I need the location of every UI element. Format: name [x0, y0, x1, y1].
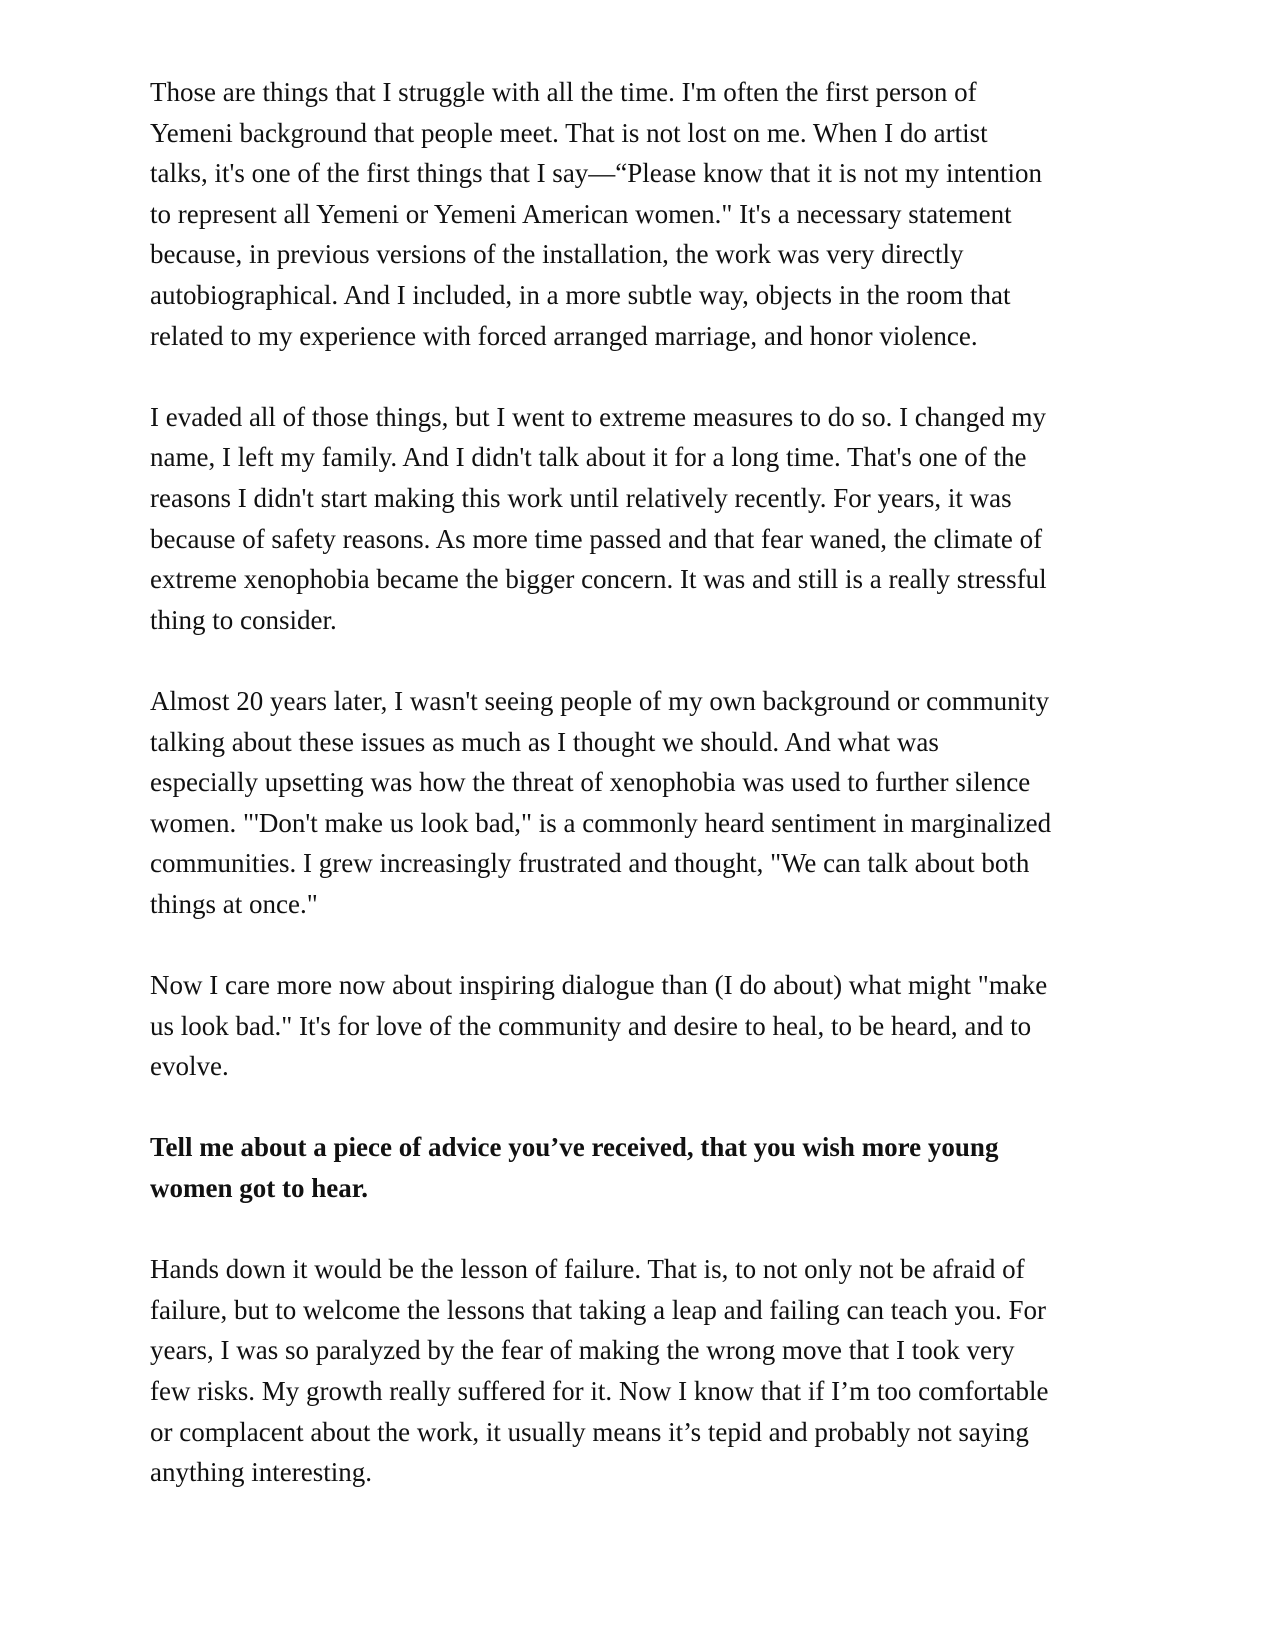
text-line: Now I care more now about inspiring dialogue than (I do about) what might "make [150, 970, 1048, 1001]
document-page [150, 72, 1125, 1533]
text-line: talking about these issues as much as I thought we should. And what was [150, 726, 939, 757]
interview-question [150, 1127, 1125, 1208]
question-line: Tell me about a piece of advice you’ve received, that you wish more young [150, 1132, 999, 1163]
text-line: I evaded all of those things, but I went to extreme measures to do so. I changed my [150, 401, 1047, 432]
text-line: especially upsetting was how the threat of xenophobia was used to further silence [150, 767, 1031, 798]
text-line: years, I was so paralyzed by the fear of making the wrong move that I took very [150, 1335, 1015, 1366]
text-line: Almost 20 years later, I wasn't seeing people of my own background or community [150, 685, 1050, 716]
text-line: thing to consider. [150, 604, 337, 635]
text-line: Those are things that I struggle with all the time. I'm often the first person of [150, 77, 977, 107]
text-line: anything interesting. [150, 1457, 372, 1488]
text-line: communities. I grew increasingly frustrated and thought, "We can talk about both [150, 848, 1030, 879]
text-line: to represent all Yemeni or Yemeni American women." It's a necessary statement [150, 198, 1012, 229]
text-line: reasons I didn't start making this work until relatively recently. For years, it was [150, 482, 1012, 513]
text-line: or complacent about the work, it usually means it’s tepid and probably not saying [150, 1416, 1029, 1447]
text-line: things at once." [150, 888, 318, 919]
text-line: because, in previous versions of the installation, the work was very directly [150, 239, 964, 270]
text-line: evolve. [150, 1051, 229, 1082]
text-line: us look bad." It's for love of the community and desire to heal, to be heard, and to [150, 1010, 1032, 1041]
text-line: women. "'Don't make us look bad," is a commonly heard sentiment in marginalized [150, 807, 1052, 838]
text-line: name, I left my family. And I didn't talk about it for a long time. That's one of the [150, 442, 1027, 473]
text-line: Yemeni background that people meet. That is not lost on me. When I do artist [150, 117, 988, 148]
text-line: failure, but to welcome the lessons that taking a leap and failing can teach you. For [150, 1294, 1046, 1325]
text-line: related to my experience with forced arranged marriage, and honor violence. [150, 320, 978, 351]
paragraph-failure [150, 1249, 1125, 1493]
text-line: talks, it's one of the first things that I say—“Please know that it is not my intention [150, 158, 1043, 189]
question-line: women got to hear. [150, 1173, 368, 1204]
text-line: because of safety reasons. As more time passed and that fear waned, the climate of [150, 523, 1043, 554]
text-line: Hands down it would be the lesson of failure. That is, to not only not be afraid of [150, 1254, 1025, 1285]
paragraph-now-i-care [150, 965, 1125, 1087]
text-line: few risks. My growth really suffered for it. Now I know that if I’m too comfortable [150, 1376, 1049, 1406]
text-line: extreme xenophobia became the bigger concern. It was and still is a really stressful [150, 564, 1047, 595]
paragraph-evaded [150, 397, 1125, 641]
text-line: autobiographical. And I included, in a more subtle way, objects in the room that [150, 279, 1011, 310]
paragraph-struggle [150, 72, 1125, 356]
paragraph-almost-20-years [150, 681, 1125, 925]
